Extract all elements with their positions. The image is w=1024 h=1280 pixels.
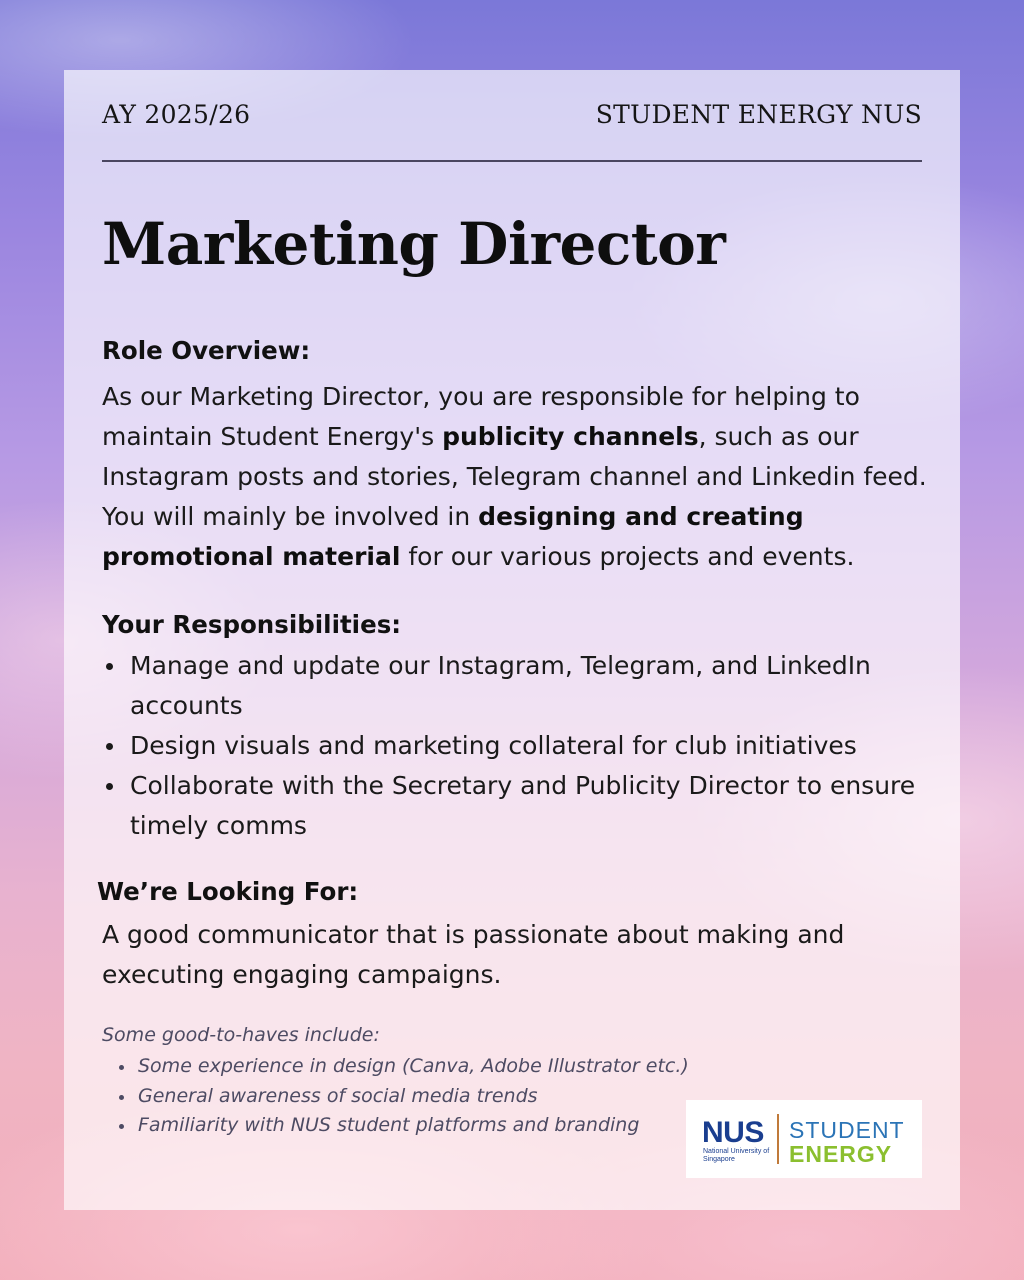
role-overview-text-part3: for our various projects and events. — [400, 542, 855, 571]
responsibilities-list — [102, 646, 932, 846]
list-item: Collaborate with the Secretary and Publicity Director to ensure timely comms — [102, 766, 932, 846]
header-divider — [102, 160, 922, 162]
looking-for-heading: We’re Looking For: — [97, 877, 359, 906]
role-overview-heading: Role Overview: — [102, 336, 311, 365]
role-overview-bold-publicity: publicity channels — [442, 422, 699, 451]
list-item: Some experience in design (Canva, Adobe Illustrator etc.) — [116, 1052, 689, 1082]
responsibilities-heading: Your Responsibilities: — [102, 610, 402, 639]
looking-for-text: A good communicator that is passionate about making and executing engaging campaigns. — [102, 920, 845, 989]
poster-card — [64, 70, 960, 1210]
role-overview-text — [102, 377, 932, 577]
nus-wordmark: NUS — [702, 1116, 764, 1149]
role-overview-text-part1: As our Marketing Director, you are responsible for helping to maintain Student Energy's — [102, 382, 860, 451]
list-item: General awareness of social media trends — [116, 1082, 689, 1112]
org-name: STUDENT ENERGY NUS — [595, 100, 922, 129]
list-item: Familiarity with NUS student platforms and branding — [116, 1111, 689, 1141]
academic-year: AY 2025/26 — [102, 100, 251, 129]
list-item: Manage and update our Instagram, Telegram, and LinkedIn accounts — [102, 646, 932, 726]
good-to-haves-intro: Some good-to-haves include: — [102, 1024, 380, 1046]
page-title: Marketing Director — [102, 210, 726, 278]
student-wordmark: STUDENT — [789, 1117, 905, 1143]
logo-divider — [777, 1114, 779, 1164]
list-item: Design visuals and marketing collateral for club initiatives — [102, 726, 932, 766]
energy-wordmark: ENERGY — [789, 1141, 893, 1167]
good-to-haves-list — [116, 1052, 689, 1141]
nus-subtitle: National University of Singapore — [703, 1148, 770, 1163]
role-overview-bold-designing: designing and creating promotional material — [102, 502, 804, 571]
nus-student-energy-logo — [686, 1100, 922, 1178]
role-overview-text-part2: , such as our Instagram posts and stories, Telegram channel and Linkedin feed. You will mainly be involved in — [102, 422, 927, 531]
